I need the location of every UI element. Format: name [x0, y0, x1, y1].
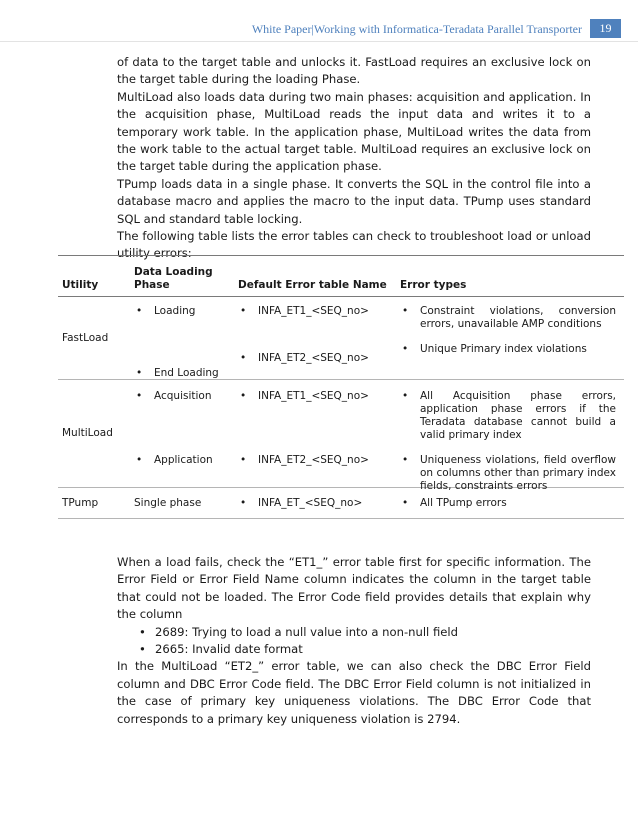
utility-cell: FastLoad	[58, 297, 130, 380]
phase-cell: Single phase	[130, 488, 234, 519]
error-table-item: • INFA_ET1_<SEQ_no>	[238, 305, 369, 318]
intro-text	[117, 54, 591, 263]
error-type-item: • All TPump errors	[400, 497, 620, 510]
error-table-item: • INFA_ET2_<SEQ_no>	[238, 352, 369, 365]
column-header: Data Loading Phase	[130, 256, 234, 297]
column-header: Utility	[58, 256, 130, 297]
utility-cell: MultiLoad	[58, 380, 130, 488]
bullet-item: • 2689: Trying to load a null value into a non-null field	[117, 624, 591, 641]
error-type-item: • Unique Primary index violations	[400, 343, 616, 356]
paragraph: The following table lists the error tables can check to troubleshoot load or unload utility errors:	[117, 229, 591, 261]
paragraph: When a load fails, check the “ET1_” error table first for specific information. The Error Field or Error Field Name column indicates the column in the target table that could not be loaded. The Error Code field provides details that explain why the column	[117, 555, 591, 622]
error-type-item: • Uniqueness violations, field overflow on columns other than primary index fields, constraints errors	[400, 454, 616, 493]
paragraph: In the MultiLoad “ET2_” error table, we can also check the DBC Error Field column and DBC Error Code field. The DBC Error Field column is not initialized in the case of primary key uniqueness violations. The DBC Error Code that corresponds to a primary key uniqueness violation is 2794.	[117, 659, 591, 726]
error-type-item: • All Acquisition phase errors, application phase errors if the Teradata database cannot build a valid primary index	[400, 390, 616, 442]
error-tables-table	[58, 255, 624, 519]
after-text	[117, 554, 591, 728]
phase-item: • Loading	[134, 305, 195, 318]
utility-cell: TPump	[58, 488, 130, 519]
header-title: White Paper|Working with Informatica-Teradata Parallel Transporter	[251, 22, 582, 36]
column-header: Error types	[396, 256, 624, 297]
paragraph: MultiLoad also loads data during two main phases: acquisition and application. In the acquisition phase, MultiLoad reads the input data and writes it to a temporary work table. In the application phase, MultiLoad writes the data from the work table to the actual target table. MultiLoad requires an exclusive lock on the target table during the application phase.	[117, 89, 591, 174]
error-table-item: • INFA_ET1_<SEQ_no>	[238, 390, 369, 403]
error-table-item: • INFA_ET2_<SEQ_no>	[238, 454, 369, 467]
error-type-item: • Constraint violations, conversion errors, unavailable AMP conditions	[400, 305, 616, 331]
page-number: 19	[590, 19, 621, 38]
phase-item: • End Loading	[134, 367, 219, 380]
table-row	[58, 380, 624, 488]
column-header: Default Error table Name	[234, 256, 396, 297]
bullet-item: • 2665: Invalid date format	[117, 641, 591, 658]
table-header-row	[58, 256, 624, 297]
phase-item: • Application	[134, 454, 213, 467]
phase-item: • Acquisition	[134, 390, 212, 403]
table-row	[58, 297, 624, 380]
paragraph: TPump loads data in a single phase. It converts the SQL in the control file into a database macro and applies the macro to the input data. TPump uses standard SQL and standard table locking.	[117, 176, 591, 226]
error-table-item: • INFA_ET_<SEQ_no>	[238, 497, 392, 510]
paragraph: of data to the target table and unlocks it. FastLoad requires an exclusive lock on the target table during the loading Phase.	[117, 55, 591, 87]
header-rule	[0, 41, 638, 42]
